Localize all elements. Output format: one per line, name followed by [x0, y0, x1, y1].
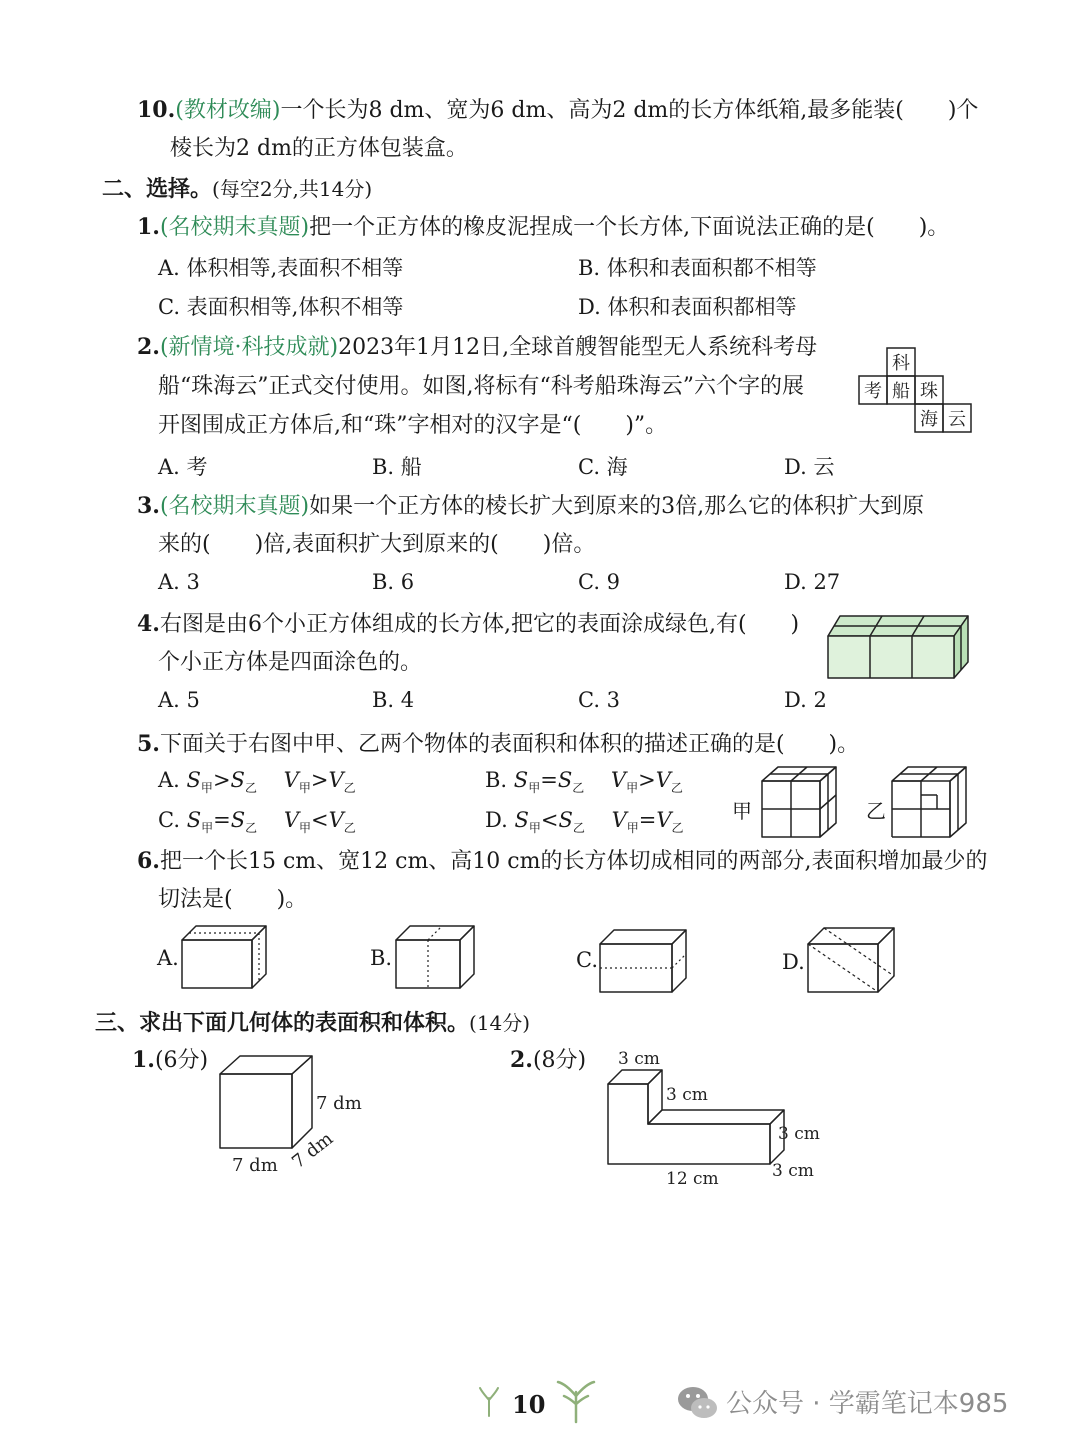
q10-line2: 棱长为2 dm的正方体包装盒。: [170, 136, 468, 161]
s2q1-option-a[interactable]: A. 体积相等,表面积不相等: [158, 256, 404, 280]
page-number: 10: [512, 1390, 546, 1419]
q10-tag: (教材改编): [175, 98, 281, 123]
net-cell-ke: 科: [892, 353, 910, 374]
s2q3-option-a[interactable]: A. 3: [158, 570, 200, 594]
section3-title: 三、求出下面几何体的表面积和体积。(14分): [95, 1010, 531, 1036]
cube-yi-diagram: [890, 765, 970, 839]
wechat-icon: [676, 1383, 720, 1423]
s2q2-option-c[interactable]: C. 海: [578, 455, 628, 479]
s3q1-height-label: 7 dm: [316, 1093, 362, 1114]
s2q1-stem: 1.(名校期末真题)把一个正方体的橡皮泥捏成一个长方体,下面说法正确的是( )。: [137, 214, 950, 240]
s2q6-option-b-label[interactable]: B.: [370, 946, 393, 970]
s3q2-top-label: 3 cm: [618, 1049, 660, 1069]
s3q2-header: 2.(8分): [510, 1047, 587, 1073]
s2q5-option-c[interactable]: C. $S_甲=S_乙$ $V_甲<V_乙$: [158, 808, 356, 836]
s3q1-header: 1.(6分): [132, 1047, 209, 1073]
s2q4-line2: 个小正方体是四面涂色的。: [158, 650, 423, 675]
s2q3-line2: 来的( )倍,表面积扩大到原来的( )倍。: [158, 532, 596, 557]
s2q1-option-c[interactable]: C. 表面积相等,体积不相等: [158, 295, 404, 319]
s2q6-line2: 切法是( )。: [158, 887, 308, 912]
s2q6-option-d-label[interactable]: D.: [782, 950, 805, 974]
section3-score: (14分): [469, 1011, 531, 1035]
s3q2-bottom-label: 12 cm: [666, 1169, 719, 1188]
s3q2-depth-label: 3 cm: [772, 1161, 814, 1181]
s2q1-option-b[interactable]: B. 体积和表面积都不相等: [578, 256, 817, 280]
cube-net-diagram: [856, 345, 972, 435]
net-cell-kao: 考: [864, 381, 882, 402]
s2q2-option-a[interactable]: A. 考: [158, 455, 208, 479]
s2q2-tag: (新情境·科技成就): [159, 335, 339, 360]
s2q4-option-b[interactable]: B. 4: [372, 688, 415, 712]
s2q3-option-c[interactable]: C. 9: [578, 570, 621, 594]
s3q2-l-shape-diagram: [604, 1048, 824, 1188]
s2q4-option-a[interactable]: A. 5: [158, 688, 200, 712]
q10-number: 10.: [137, 97, 176, 123]
net-cell-zhu: 珠: [920, 381, 938, 402]
s2q1-option-d[interactable]: D. 体积和表面积都相等: [578, 295, 797, 319]
s2q4-option-c[interactable]: C. 3: [578, 688, 621, 712]
section2-title: 二、选择。(每空2分,共14分): [102, 176, 373, 202]
s2q5-stem: 5.下面关于右图中甲、乙两个物体的表面积和体积的描述正确的是( )。: [137, 731, 860, 757]
q10-text1: 一个长为8 dm、宽为6 dm、高为2 dm的长方体纸箱,最多能装( )个: [280, 98, 979, 123]
s3q2-inner-label: 3 cm: [666, 1085, 708, 1105]
section2-score: (每空2分,共14分): [212, 177, 373, 201]
s2q6-option-a-diagram[interactable]: [180, 924, 270, 990]
s2q6-option-d-diagram[interactable]: [806, 926, 898, 994]
s2q6-line1: 6.把一个长15 cm、宽12 cm、高10 cm的长方体切成相同的两部分,表面积增加最少的: [137, 848, 988, 874]
watermark-text: 公众号 · 学霸笔记本985: [726, 1389, 1009, 1419]
label-yi: 乙: [866, 799, 886, 823]
net-cell-hai: 海: [920, 409, 938, 430]
s2q6-option-b-diagram[interactable]: [394, 924, 478, 990]
net-cell-chuan: 船: [892, 381, 910, 402]
s2q2-line3: 开图围成正方体后,和“珠”字相对的汉字是“( )”。: [158, 413, 668, 438]
s2q3-line1: 3.(名校期末真题)如果一个正方体的棱长扩大到原来的3倍,那么它的体积扩大到原: [137, 493, 925, 519]
s2q2-line1: 2.(新情境·科技成就)2023年1月12日,全球首艘智能型无人系统科考母: [137, 334, 818, 360]
s2q4-option-d[interactable]: D. 2: [784, 688, 827, 712]
label-jia: 甲: [732, 799, 752, 823]
sprout-left-icon: [478, 1386, 500, 1420]
s2q5-option-a[interactable]: A. $S_甲>S_乙$ $V_甲>V_乙$: [158, 768, 356, 796]
s3q1-cube-diagram: [212, 1052, 362, 1180]
net-cell-yun: 云: [948, 409, 966, 430]
s2q6-option-a-label[interactable]: A.: [157, 946, 179, 970]
q10-line1: [137, 95, 978, 126]
s2q3-option-d[interactable]: D. 27: [784, 570, 841, 594]
s3q2-right-label: 3 cm: [778, 1124, 820, 1144]
s2q5-option-d[interactable]: D. $S_甲<S_乙$ $V_甲=V_乙$: [485, 808, 684, 836]
s2q5-option-b[interactable]: B. $S_甲=S_乙$ $V_甲>V_乙$: [485, 768, 683, 796]
s2q3-tag: (名校期末真题): [159, 494, 310, 519]
sprout-right-icon: [556, 1378, 596, 1424]
s2q3-option-b[interactable]: B. 6: [372, 570, 415, 594]
green-cuboid-diagram: [826, 614, 972, 680]
s2q4-line1: 4.右图是由6个小正方体组成的长方体,把它的表面涂成绿色,有( ): [137, 611, 800, 637]
s2q6-option-c-label[interactable]: C.: [576, 948, 598, 972]
s2q2-option-b[interactable]: B. 船: [372, 455, 422, 479]
s2q1-tag: (名校期末真题): [159, 215, 310, 240]
s3q1-depth-label: 7 dm: [288, 1128, 338, 1173]
s3q1-width-label: 7 dm: [232, 1155, 278, 1176]
s2q2-option-d[interactable]: D. 云: [784, 455, 835, 479]
cube-jia-diagram: [760, 765, 840, 839]
s2q2-line2: 船“珠海云”正式交付使用。如图,将标有“科考船珠海云”六个字的展: [158, 374, 804, 399]
s2q6-option-c-diagram[interactable]: [598, 928, 690, 994]
